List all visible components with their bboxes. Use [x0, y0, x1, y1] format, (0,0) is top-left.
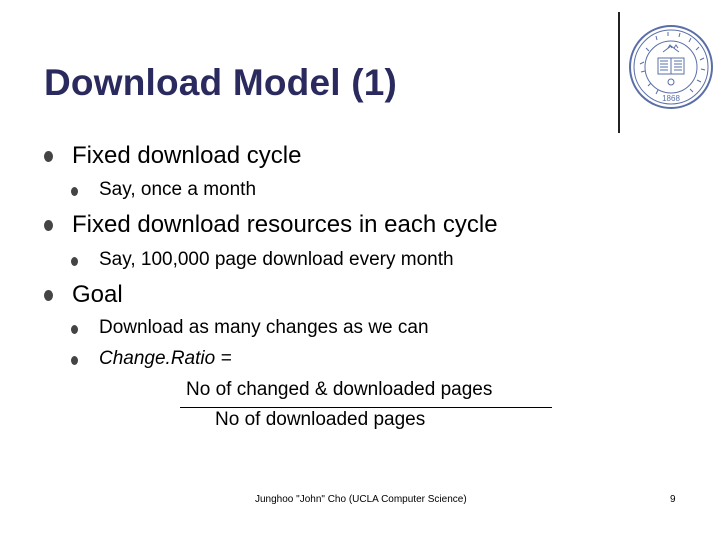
bullet-1-sub-1-text: Say, once a month	[99, 179, 257, 200]
fraction-denominator: No of downloaded pages	[215, 409, 426, 430]
bullet-3-text: Goal	[72, 281, 123, 308]
change-ratio-label: Change.Ratio =	[99, 348, 232, 369]
bullet-dot-icon	[44, 290, 53, 301]
title-divider	[618, 12, 620, 133]
bullet-3-sub-1-text: Download as many changes as we can	[99, 317, 429, 338]
fraction-numerator: No of changed & downloaded pages	[186, 379, 493, 400]
bullet-dot-icon	[44, 220, 53, 231]
bullet-2-text: Fixed download resources in each cycle	[72, 211, 498, 238]
page-number: 9	[670, 494, 676, 505]
bullet-dot-icon	[71, 356, 78, 365]
university-seal-icon	[628, 24, 714, 110]
bullet-dot-icon	[71, 257, 78, 266]
bullet-dot-icon	[71, 187, 78, 196]
bullet-dot-icon	[44, 151, 53, 162]
slide-footer: Junghoo "John" Cho (UCLA Computer Science)	[255, 494, 467, 505]
seal-year: 1868	[662, 94, 680, 103]
bullet-2-sub-1-text: Say, 100,000 page download every month	[99, 249, 454, 270]
bullet-1-text: Fixed download cycle	[72, 142, 302, 169]
fraction-bar	[180, 407, 552, 408]
slide-title: Download Model (1)	[44, 62, 398, 103]
bullet-dot-icon	[71, 325, 78, 334]
